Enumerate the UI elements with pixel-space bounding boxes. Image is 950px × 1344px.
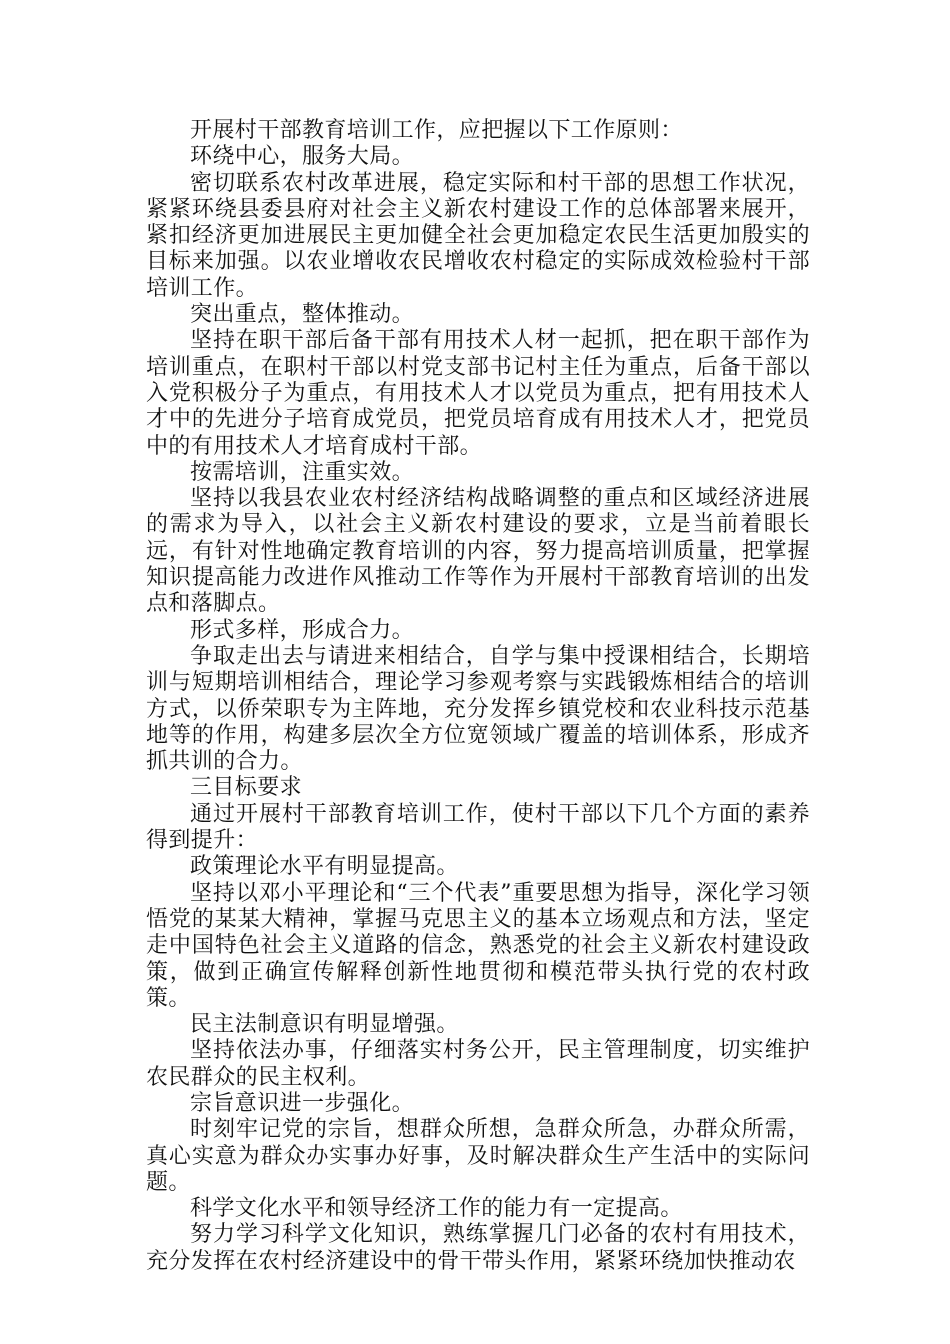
paragraph: 密切联系农村改革进展，稳定实际和村干部的思想工作状况，紧紧环绕县委县府对社会主义新农村建设工作的总体部署来展开，紧扣经济更加进展民主更加健全社会更加稳定农民生活更加殷实的目标来加强。以农业增收农民增收农村稳定的实际成效检验村干部培训工作。 <box>146 170 810 301</box>
section-heading: 宗旨意识进一步强化。 <box>190 1090 415 1116</box>
paragraph: 努力学习科学文化知识，熟练掌握几门必备的农村有用技术，充分发挥在农村经济建设中的骨干带头作用，紧紧环绕加快推动农 <box>146 1222 810 1274</box>
paragraph: 争取走出去与请进来相结合，自学与集中授课相结合，长期培训与短期培训相结合，理论学习参观考察与实践锻炼相结合的培训方式，以侨荣职专为主阵地，充分发挥乡镇党校和农业科技示范基地等的作用，构建多层次全方位宽领域广覆盖的培训体系，形成齐抓共训的合力。 <box>146 643 810 775</box>
paragraph: 通过开展村干部教育培训工作，使村干部以下几个方面的素养得到提升： <box>146 801 810 854</box>
section-heading: 政策理论水平有明显提高。 <box>190 854 459 880</box>
section-heading: 民主法制意识有明显增强。 <box>190 1012 459 1038</box>
section-heading: 突出重点，整体推动。 <box>190 302 415 328</box>
paragraph: 坚持依法办事，仔细落实村务公开，民主管理制度，切实维护农民群众的民主权利。 <box>146 1038 810 1090</box>
paragraph: 时刻牢记党的宗旨，想群众所想，急群众所急，办群众所需，真心实意为群众办实事办好事，及时解决群众生产生活中的实际问题。 <box>146 1117 810 1195</box>
paragraph: 坚持在职干部后备干部有用技术人材一起抓，把在职干部作为培训重点，在职村干部以村党支部书记村主任为重点，后备干部以入党积极分子为重点，有用技术人才以党员为重点，把有用技术人才中的先进分子培育成党员，把党员培育成有用技术人才，把党员中的有用技术人才培育成村干部。 <box>146 328 810 459</box>
paragraph: 坚持以我县农业农村经济结构战略调整的重点和区域经济进展的需求为导入，以社会主义新农村建设的要求，立是当前着眼长远，有针对性地确定教育培训的内容，努力提高培训质量，把掌握知识提高能力改进作风推动工作等作为开展村干部教育培训的出发点和落脚点。 <box>146 486 810 617</box>
document-body <box>146 118 810 1275</box>
section-heading: 科学文化水平和领导经济工作的能力有一定提高。 <box>190 1196 683 1222</box>
paragraph: 坚持以邓小平理论和“三个代表”重要思想为指导，深化学习领悟党的某某大精神，掌握马克思主义的基本立场观点和方法，坚定走中国特色社会主义道路的信念，熟悉党的社会主义新农村建设政策，做到正确宣传解释创新性地贯彻和模范带头执行党的农村政策。 <box>146 880 810 1011</box>
paragraph: 开展村干部教育培训工作，应把握以下工作原则： <box>190 118 683 143</box>
chapter-heading: 三目标要求 <box>190 775 303 801</box>
section-heading: 形式多样，形成合力。 <box>190 617 415 643</box>
section-heading: 按需培训，注重实效。 <box>190 459 415 485</box>
section-heading: 环绕中心，服务大局。 <box>190 144 415 170</box>
